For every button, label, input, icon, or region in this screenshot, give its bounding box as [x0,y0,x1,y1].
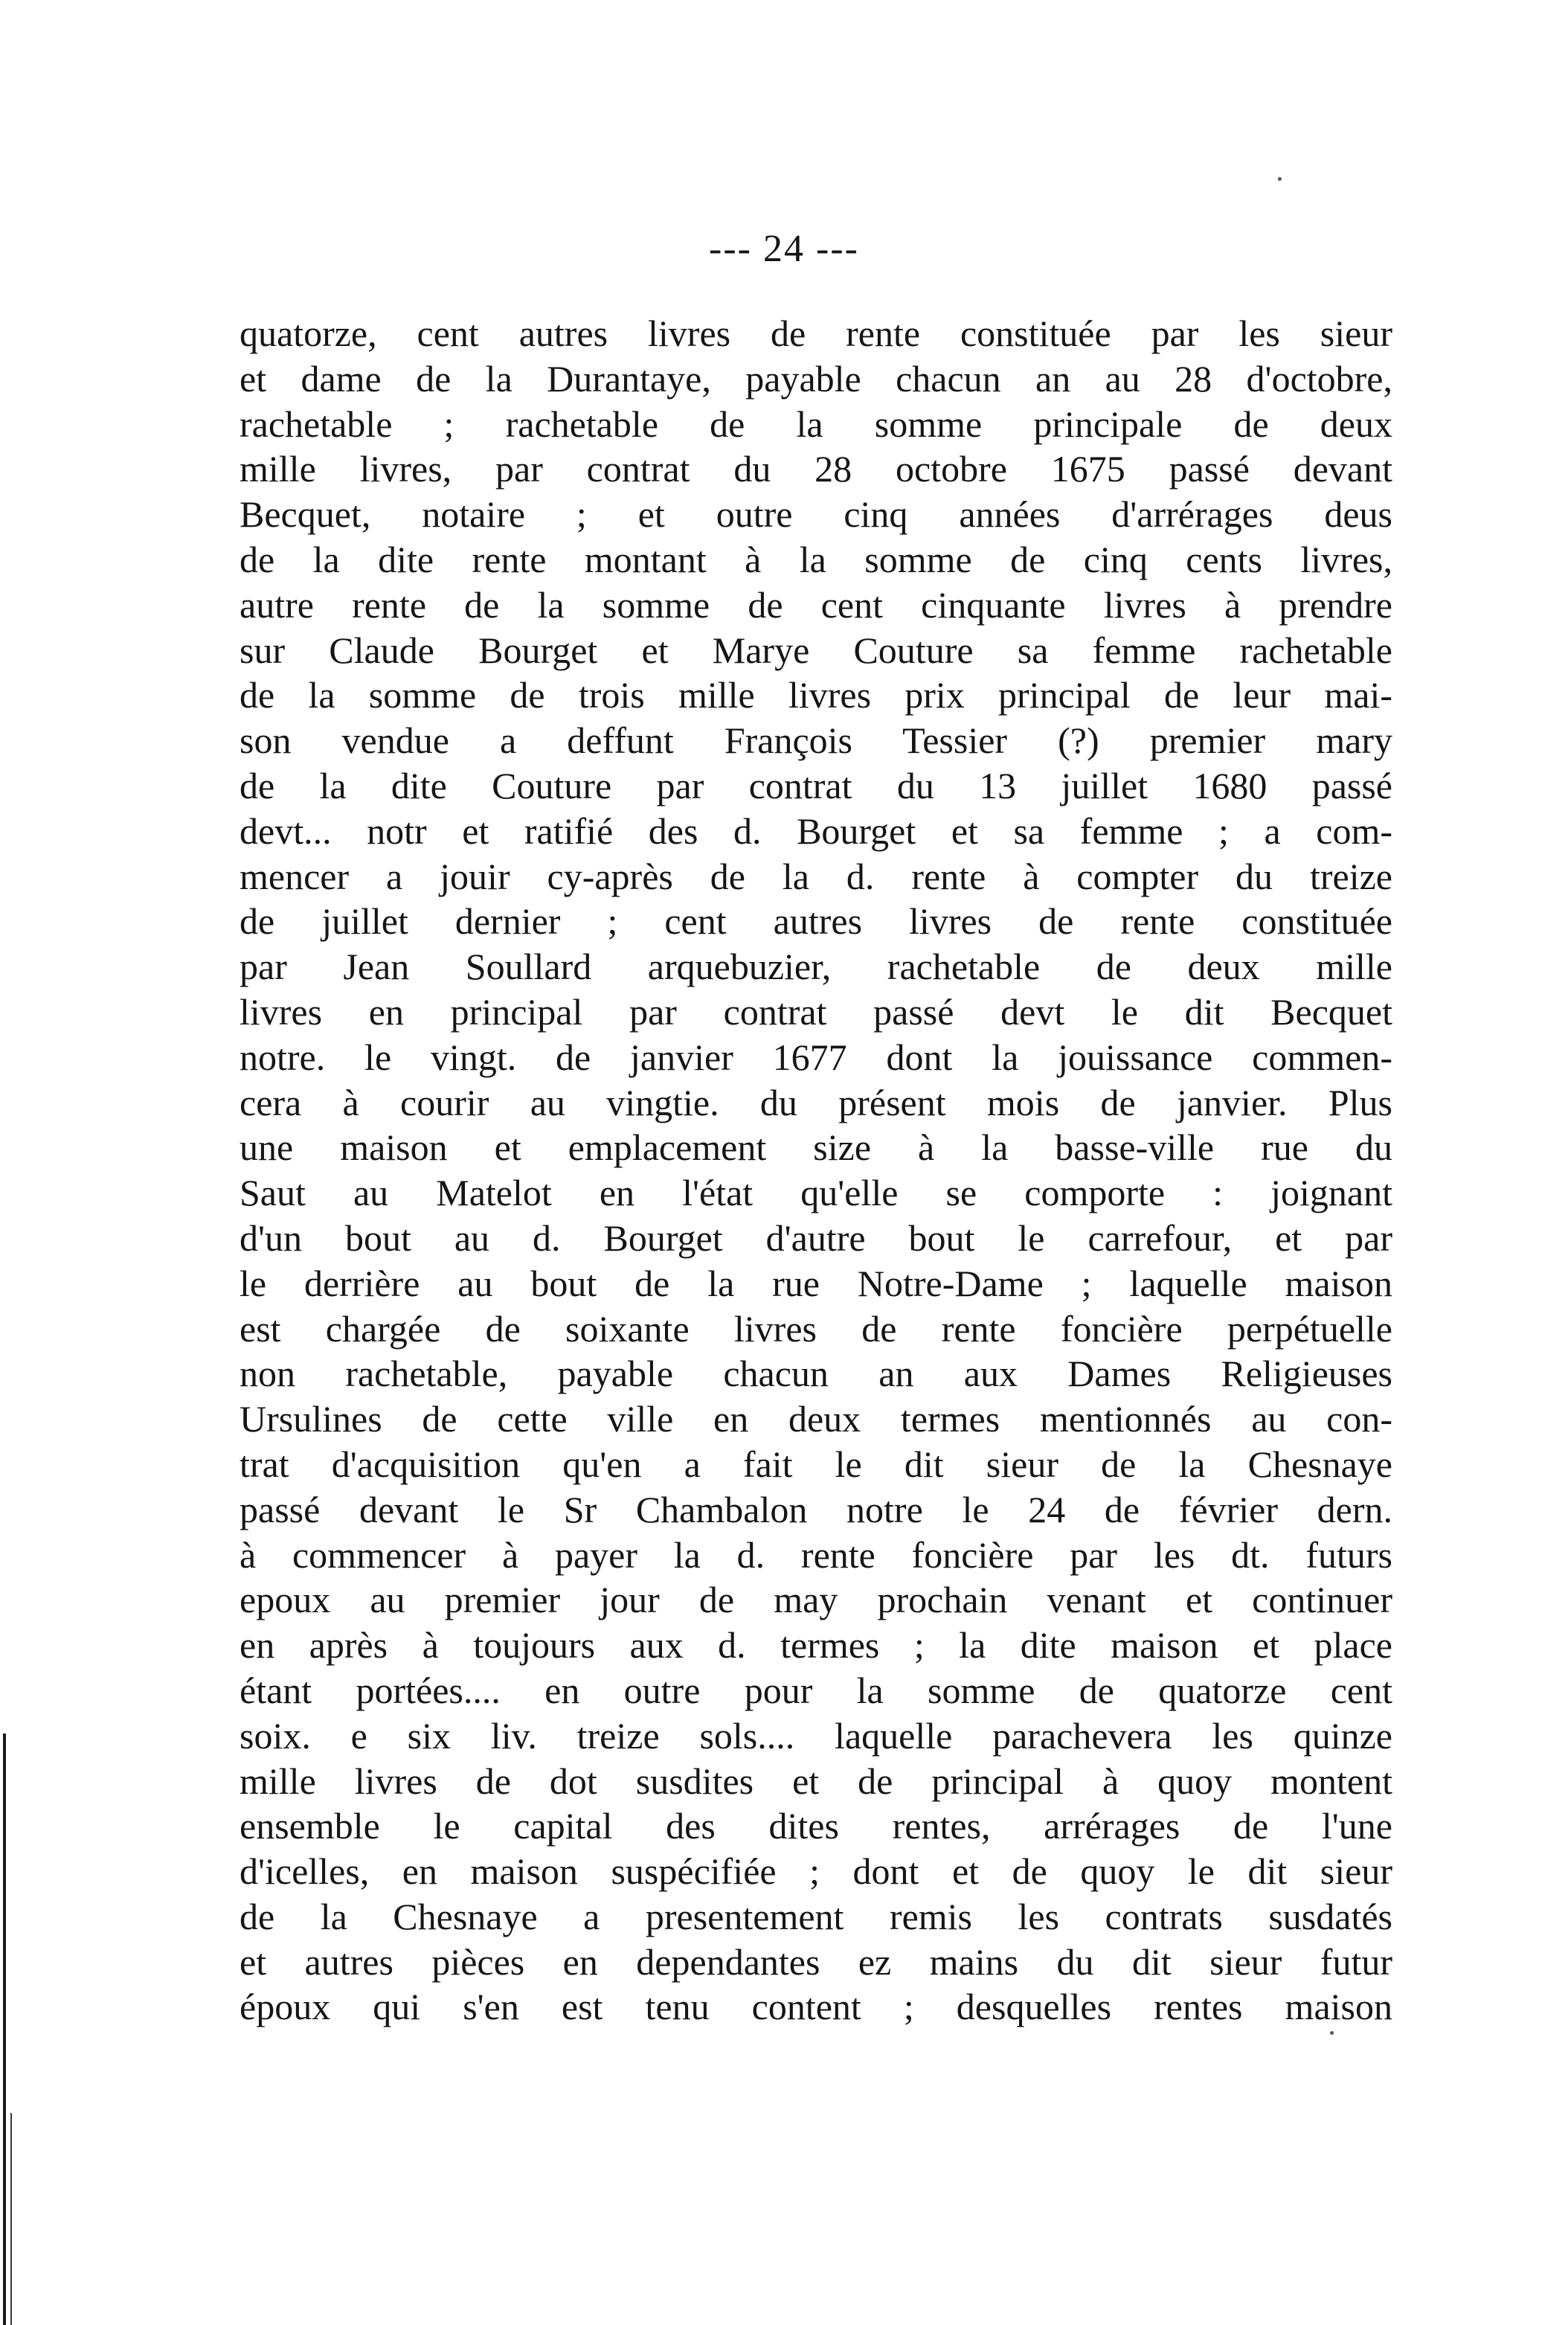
text-line: livres en principal par contrat passé devt le dit Becquet [240,990,1392,1033]
text-line: de la somme de trois mille livres prix principal de leur mai- [240,674,1392,716]
text-line: epoux au premier jour de may prochain venant et continuer [240,1579,1392,1621]
text-line: notre. le vingt. de janvier 1677 dont la jouissance commen- [240,1036,1392,1078]
page-number: --- 24 --- [709,228,859,270]
text-line: en après à toujours aux d. termes ; la dite maison et place [240,1624,1392,1667]
text-line: cera à courir au vingtie. du présent mois de janvier. Plus [240,1081,1392,1123]
text-line: passé devant le Sr Chambalon notre le 24 de février dern. [240,1488,1392,1530]
text-line: mille livres, par contrat du 28 octobre 1675 passé devant [240,448,1392,490]
text-line: sur Claude Bourget et Marye Couture sa femme rachetable [240,629,1392,671]
text-line: de la dite rente montant à la somme de cinq cents livres, [240,538,1392,580]
text-line: de la Chesnaye a presentement remis les contrats susdatés [240,1895,1392,1937]
text-line: étant portées.... en outre pour la somme de quatorze cent [240,1669,1392,1711]
body-text [240,311,1392,2030]
print-speck [1330,2031,1334,2035]
page-binding-edge [3,1734,6,2325]
text-line: et dame de la Durantaye, payable chacun an au 28 d'octobre, [240,357,1392,400]
print-speck [1278,177,1282,181]
text-line: rachetable ; rachetable de la somme principale de deux [240,403,1392,445]
text-line: devt... notr et ratifié des d. Bourget et sa femme ; a com- [240,809,1392,852]
text-line: Saut au Matelot en l'état qu'elle se comporte : joignant [240,1172,1392,1214]
text-line: d'icelles, en maison suspécifiée ; dont et de quoy le dit sieur [240,1850,1392,1893]
text-line: Ursulines de cette ville en deux termes mentionnés au con- [240,1398,1392,1440]
text-line: mille livres de dot susdites et de principal à quoy montent [240,1760,1392,1802]
text-line: autre rente de la somme de cent cinquante livres à prendre [240,583,1392,626]
text-line: époux qui s'en est tenu content ; desquelles rentes maison [240,1986,1392,2028]
text-line: mencer a jouir cy-après de la d. rente à compter du treize [240,855,1392,897]
text-line: et autres pièces en dependantes ez mains du dit sieur futur [240,1940,1392,1983]
text-line: le derrière au bout de la rue Notre-Dame ; laquelle maison [240,1262,1392,1304]
text-line: est chargée de soixante livres de rente foncière perpétuelle [240,1307,1392,1350]
text-line: ensemble le capital des dites rentes, arrérages de l'une [240,1805,1392,1847]
text-line: à commencer à payer la d. rente foncière par les dt. futurs [240,1533,1392,1576]
text-line: Becquet, notaire ; et outre cinq années d'arrérages deus [240,493,1392,536]
text-line: quatorze, cent autres livres de rente constituée par les sieur [240,312,1392,354]
page-binding-edge [10,2113,12,2325]
text-line: soix. e six liv. treize sols.... laquelle parachevera les quinze [240,1714,1392,1757]
text-line: son vendue a deffunt François Tessier (?) premier mary [240,719,1392,762]
text-line: une maison et emplacement size à la basse-ville rue du [240,1126,1392,1169]
text-line: trat d'acquisition qu'en a fait le dit sieur de la Chesnaye [240,1443,1392,1485]
text-line: d'un bout au d. Bourget d'autre bout le carrefour, et par [240,1216,1392,1259]
text-line: de la dite Couture par contrat du 13 juillet 1680 passé [240,764,1392,806]
text-line: de juillet dernier ; cent autres livres de rente constituée [240,900,1392,943]
text-line: non rachetable, payable chacun an aux Dames Religieuses [240,1353,1392,1395]
text-line: par Jean Soullard arquebuzier, rachetable de deux mille [240,946,1392,988]
